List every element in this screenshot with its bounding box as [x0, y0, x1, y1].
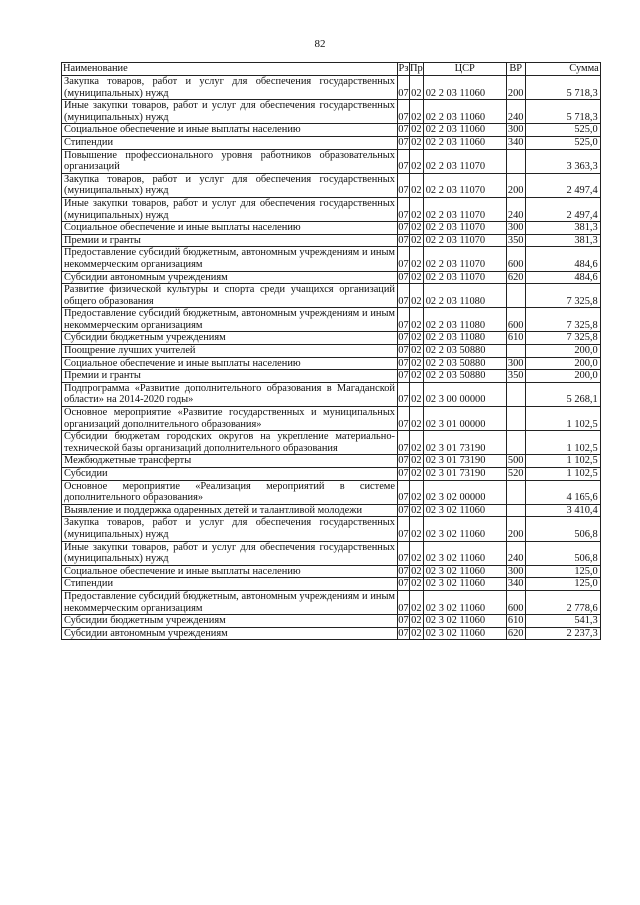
cell-pr: 02 — [410, 76, 424, 100]
cell-csr: 02 2 03 11070 — [423, 247, 506, 271]
cell-sum: 1 102,5 — [525, 431, 600, 455]
cell-name: Поощрение лучших учителей — [62, 345, 398, 358]
cell-vr: 620 — [507, 271, 524, 283]
cell-pr: 02 — [411, 468, 422, 479]
cell-vr: 620 — [507, 627, 524, 639]
cell-name: Субсидии бюджетным учреждениям — [62, 615, 398, 628]
header-vr: ВР — [506, 63, 525, 76]
cell-sum: 1 102,5 — [525, 407, 600, 431]
cell-csr: 02 2 03 11070 — [423, 197, 506, 221]
table-row — [62, 332, 601, 345]
cell-vr — [506, 284, 525, 308]
cell-vr: 350 — [507, 234, 524, 246]
cell-name: Иные закупки товаров, работ и услуг для обеспечения государственных (муниципальных) нужд — [62, 541, 398, 565]
cell-sum: 1 102,5 — [525, 468, 600, 481]
table-row — [62, 100, 601, 124]
budget-table — [61, 62, 601, 640]
cell-name: Иные закупки товаров, работ и услуг для обеспечения государственных (муниципальных) нужд — [62, 197, 398, 221]
cell-sum: 541,3 — [525, 615, 600, 628]
cell-rz: 07 — [398, 149, 410, 173]
cell-vr: 600 — [506, 247, 525, 271]
cell-sum: 5 718,3 — [525, 76, 600, 100]
cell-name: Социальное обеспечение и иные выплаты населению — [62, 565, 398, 578]
cell-pr: 02 — [411, 565, 422, 577]
cell-vr — [506, 345, 525, 358]
table-row — [62, 455, 601, 468]
cell-vr — [506, 407, 525, 431]
cell-rz: 07 — [398, 197, 410, 221]
cell-csr: 02 3 02 11060 — [423, 627, 506, 640]
table-row — [62, 590, 601, 614]
page-number: 82 — [314, 38, 326, 50]
cell-name: Предоставление субсидий бюджетным, автономным учреждениям и иным некоммерческим организациям — [62, 308, 398, 332]
cell-vr: 600 — [506, 590, 525, 614]
cell-vr: 300 — [507, 124, 524, 136]
table-header-row — [62, 63, 601, 76]
cell-pr: 02 — [410, 541, 424, 565]
cell-vr — [506, 504, 525, 517]
cell-csr: 02 3 02 11060 — [423, 517, 506, 541]
cell-name: Подпрограмма «Развитие дополнительного образования в Магаданской области» на 2014-2020 годы» — [62, 382, 398, 406]
cell-vr: 300 — [507, 222, 524, 234]
cell-rz: 07 — [398, 357, 409, 369]
cell-name: Закупка товаров, работ и услуг для обеспечения государственных (муниципальных) нужд — [62, 76, 398, 100]
cell-rz: 07 — [398, 284, 410, 308]
cell-csr: 02 3 02 11060 — [423, 615, 506, 628]
cell-pr: 02 — [411, 332, 422, 344]
cell-pr: 02 — [411, 627, 422, 639]
cell-csr: 02 2 03 11060 — [423, 76, 506, 100]
cell-vr: 200 — [506, 517, 525, 541]
cell-rz: 07 — [398, 222, 409, 234]
cell-csr: 02 3 02 11060 — [423, 541, 506, 565]
cell-pr: 02 — [410, 197, 424, 221]
cell-name: Основное мероприятие «Реализация мероприятий в системе дополнительного образования» — [62, 480, 398, 504]
cell-vr: 610 — [507, 332, 524, 344]
cell-rz: 07 — [398, 308, 410, 332]
cell-vr: 240 — [506, 197, 525, 221]
cell-vr — [506, 149, 525, 173]
cell-csr: 02 3 02 11060 — [423, 590, 506, 614]
cell-name: Субсидии автономным учреждениям — [62, 627, 398, 640]
cell-sum: 525,0 — [525, 124, 600, 137]
cell-name: Субсидии бюджетам городских округов на укрепление материально-технической базы организаций дополнительного образования — [62, 431, 398, 455]
cell-pr: 02 — [411, 234, 422, 246]
table-row — [62, 234, 601, 247]
table-row — [62, 517, 601, 541]
cell-rz: 07 — [398, 615, 409, 627]
cell-pr: 02 — [410, 284, 424, 308]
table-row — [62, 382, 601, 406]
cell-sum: 200,0 — [525, 345, 600, 358]
cell-sum: 125,0 — [525, 565, 600, 578]
cell-rz: 07 — [398, 468, 409, 479]
cell-pr: 02 — [410, 517, 424, 541]
cell-sum: 381,3 — [525, 234, 600, 247]
cell-csr: 02 3 01 00000 — [423, 407, 506, 431]
table-row — [62, 468, 601, 481]
header-rz: Рз — [398, 63, 409, 75]
cell-rz: 07 — [398, 76, 410, 100]
cell-name: Иные закупки товаров, работ и услуг для обеспечения государственных (муниципальных) нужд — [62, 100, 398, 124]
cell-csr: 02 2 03 11080 — [423, 332, 506, 345]
header-pr: Пр — [410, 63, 423, 75]
cell-pr: 02 — [410, 431, 424, 455]
cell-rz: 07 — [398, 407, 410, 431]
cell-sum: 5 268,1 — [525, 382, 600, 406]
cell-rz: 07 — [398, 627, 409, 639]
cell-sum: 200,0 — [525, 357, 600, 370]
cell-csr: 02 2 03 11070 — [423, 222, 506, 235]
cell-pr: 02 — [410, 308, 424, 332]
cell-rz: 07 — [398, 590, 410, 614]
cell-rz: 07 — [398, 332, 409, 344]
cell-vr: 340 — [507, 136, 524, 148]
cell-rz: 07 — [398, 370, 409, 382]
cell-sum: 125,0 — [525, 578, 600, 591]
cell-csr: 02 3 02 00000 — [423, 480, 506, 504]
cell-sum: 5 718,3 — [525, 100, 600, 124]
table-row — [62, 431, 601, 455]
cell-csr: 02 2 03 11070 — [423, 149, 506, 173]
cell-name: Стипендии — [62, 578, 398, 591]
cell-csr: 02 3 02 11060 — [423, 565, 506, 578]
cell-csr: 02 2 03 11060 — [423, 100, 506, 124]
cell-csr: 02 3 00 00000 — [423, 382, 506, 406]
cell-csr: 02 2 03 50880 — [423, 370, 506, 383]
cell-vr: 340 — [507, 578, 524, 590]
cell-csr: 02 2 03 11070 — [423, 234, 506, 247]
table-row — [62, 136, 601, 149]
cell-vr: 240 — [506, 541, 525, 565]
cell-sum: 525,0 — [525, 136, 600, 149]
cell-vr: 300 — [507, 565, 524, 577]
cell-csr: 02 2 03 11070 — [423, 271, 506, 284]
table-row — [62, 149, 601, 173]
cell-rz: 07 — [398, 578, 409, 590]
cell-pr: 02 — [410, 382, 424, 406]
cell-csr: 02 2 03 11070 — [423, 173, 506, 197]
cell-rz: 07 — [398, 541, 410, 565]
table-row — [62, 504, 601, 517]
table-row — [62, 578, 601, 591]
cell-rz: 07 — [398, 247, 410, 271]
cell-rz: 07 — [398, 100, 410, 124]
cell-vr: 500 — [507, 455, 524, 467]
table-row — [62, 247, 601, 271]
cell-rz: 07 — [398, 271, 409, 283]
table-row — [62, 197, 601, 221]
cell-csr: 02 3 02 11060 — [423, 578, 506, 591]
cell-name: Развитие физической культуры и спорта среди учащихся организаций общего образования — [62, 284, 398, 308]
cell-name: Стипендии — [62, 136, 398, 149]
cell-sum: 2 497,4 — [525, 197, 600, 221]
cell-name: Субсидии автономным учреждениям — [62, 271, 398, 284]
cell-sum: 484,6 — [525, 247, 600, 271]
table-row — [62, 76, 601, 100]
cell-name: Закупка товаров, работ и услуг для обеспечения государственных (муниципальных) нужд — [62, 173, 398, 197]
table-row — [62, 124, 601, 137]
cell-vr: 350 — [507, 370, 524, 382]
cell-pr: 02 — [410, 173, 424, 197]
table-row — [62, 370, 601, 383]
cell-sum: 506,8 — [525, 541, 600, 565]
cell-vr: 520 — [507, 468, 524, 479]
cell-pr: 02 — [411, 136, 422, 148]
table-row — [62, 357, 601, 370]
cell-pr: 02 — [411, 357, 422, 369]
table-row — [62, 173, 601, 197]
cell-rz: 07 — [398, 124, 409, 136]
cell-sum: 3 363,3 — [525, 149, 600, 173]
cell-pr: 02 — [411, 345, 422, 357]
cell-name: Закупка товаров, работ и услуг для обеспечения государственных (муниципальных) нужд — [62, 517, 398, 541]
cell-name: Социальное обеспечение и иные выплаты населению — [62, 124, 398, 137]
cell-csr: 02 2 03 11060 — [423, 136, 506, 149]
cell-vr: 240 — [506, 100, 525, 124]
cell-sum: 2 778,6 — [525, 590, 600, 614]
cell-rz: 07 — [398, 382, 410, 406]
cell-csr: 02 2 03 50880 — [423, 357, 506, 370]
table-row — [62, 480, 601, 504]
cell-name: Субсидии — [62, 468, 398, 481]
cell-pr: 02 — [411, 124, 422, 136]
cell-rz: 07 — [398, 173, 410, 197]
table-row — [62, 271, 601, 284]
cell-sum: 4 165,6 — [525, 480, 600, 504]
table-row — [62, 222, 601, 235]
cell-sum: 7 325,8 — [525, 332, 600, 345]
cell-pr: 02 — [410, 480, 424, 504]
cell-name: Социальное обеспечение и иные выплаты населению — [62, 357, 398, 370]
cell-pr: 02 — [411, 504, 422, 516]
cell-csr: 02 2 03 11060 — [423, 124, 506, 137]
cell-name: Межбюджетные трансферты — [62, 455, 398, 468]
cell-pr: 02 — [411, 271, 422, 283]
cell-sum: 506,8 — [525, 517, 600, 541]
cell-csr: 02 3 01 73190 — [423, 468, 506, 481]
cell-pr: 02 — [411, 578, 422, 590]
cell-pr: 02 — [410, 590, 424, 614]
table-row — [62, 284, 601, 308]
cell-name: Премии и гранты — [62, 370, 398, 383]
cell-csr: 02 3 01 73190 — [423, 431, 506, 455]
cell-name: Субсидии бюджетным учреждениям — [62, 332, 398, 345]
cell-pr: 02 — [410, 149, 424, 173]
cell-csr: 02 2 03 11080 — [423, 284, 506, 308]
header-csr: ЦСР — [423, 63, 506, 76]
cell-vr — [506, 480, 525, 504]
cell-name: Выявление и поддержка одаренных детей и талантливой молодежи — [62, 504, 398, 517]
table-row — [62, 407, 601, 431]
cell-rz: 07 — [398, 504, 409, 516]
cell-sum: 2 237,3 — [525, 627, 600, 640]
cell-csr: 02 3 02 11060 — [423, 504, 506, 517]
cell-rz: 07 — [398, 517, 410, 541]
cell-pr: 02 — [411, 370, 422, 382]
cell-sum: 7 325,8 — [525, 284, 600, 308]
header-sum: Сумма — [525, 63, 600, 76]
table-row — [62, 345, 601, 358]
cell-vr — [506, 431, 525, 455]
cell-csr: 02 2 03 11080 — [423, 308, 506, 332]
cell-name: Предоставление субсидий бюджетным, автономным учреждениям и иным некоммерческим организациям — [62, 590, 398, 614]
table-row — [62, 565, 601, 578]
cell-csr: 02 2 03 50880 — [423, 345, 506, 358]
cell-rz: 07 — [398, 455, 409, 467]
cell-rz: 07 — [398, 136, 409, 148]
cell-pr: 02 — [410, 247, 424, 271]
cell-pr: 02 — [411, 222, 422, 234]
cell-sum: 200,0 — [525, 370, 600, 383]
cell-pr: 02 — [411, 615, 422, 627]
cell-rz: 07 — [398, 234, 409, 246]
cell-vr: 200 — [506, 76, 525, 100]
cell-rz: 07 — [398, 345, 409, 357]
cell-vr: 600 — [506, 308, 525, 332]
cell-name: Предоставление субсидий бюджетным, автономным учреждениям и иным некоммерческим организациям — [62, 247, 398, 271]
table-row — [62, 308, 601, 332]
cell-pr: 02 — [410, 407, 424, 431]
table-body — [62, 76, 601, 640]
cell-name: Повышение профессионального уровня работников образовательных организаций — [62, 149, 398, 173]
cell-sum: 2 497,4 — [525, 173, 600, 197]
cell-sum: 484,6 — [525, 271, 600, 284]
cell-rz: 07 — [398, 431, 410, 455]
table-row — [62, 615, 601, 628]
header-name: Наименование — [62, 63, 398, 76]
cell-vr: 200 — [506, 173, 525, 197]
cell-vr — [506, 382, 525, 406]
cell-vr: 610 — [507, 615, 524, 627]
cell-sum: 1 102,5 — [525, 455, 600, 468]
cell-sum: 3 410,4 — [525, 504, 600, 517]
cell-pr: 02 — [410, 100, 424, 124]
cell-csr: 02 3 01 73190 — [423, 455, 506, 468]
cell-name: Основное мероприятие «Развитие государственных и муниципальных организаций дополнительного образования» — [62, 407, 398, 431]
cell-sum: 7 325,8 — [525, 308, 600, 332]
cell-rz: 07 — [398, 480, 410, 504]
table-row — [62, 627, 601, 640]
table-row — [62, 541, 601, 565]
cell-rz: 07 — [398, 565, 409, 577]
cell-name: Премии и гранты — [62, 234, 398, 247]
cell-vr: 300 — [507, 357, 524, 369]
cell-name: Социальное обеспечение и иные выплаты населению — [62, 222, 398, 235]
cell-pr: 02 — [411, 455, 422, 467]
cell-sum: 381,3 — [525, 222, 600, 235]
